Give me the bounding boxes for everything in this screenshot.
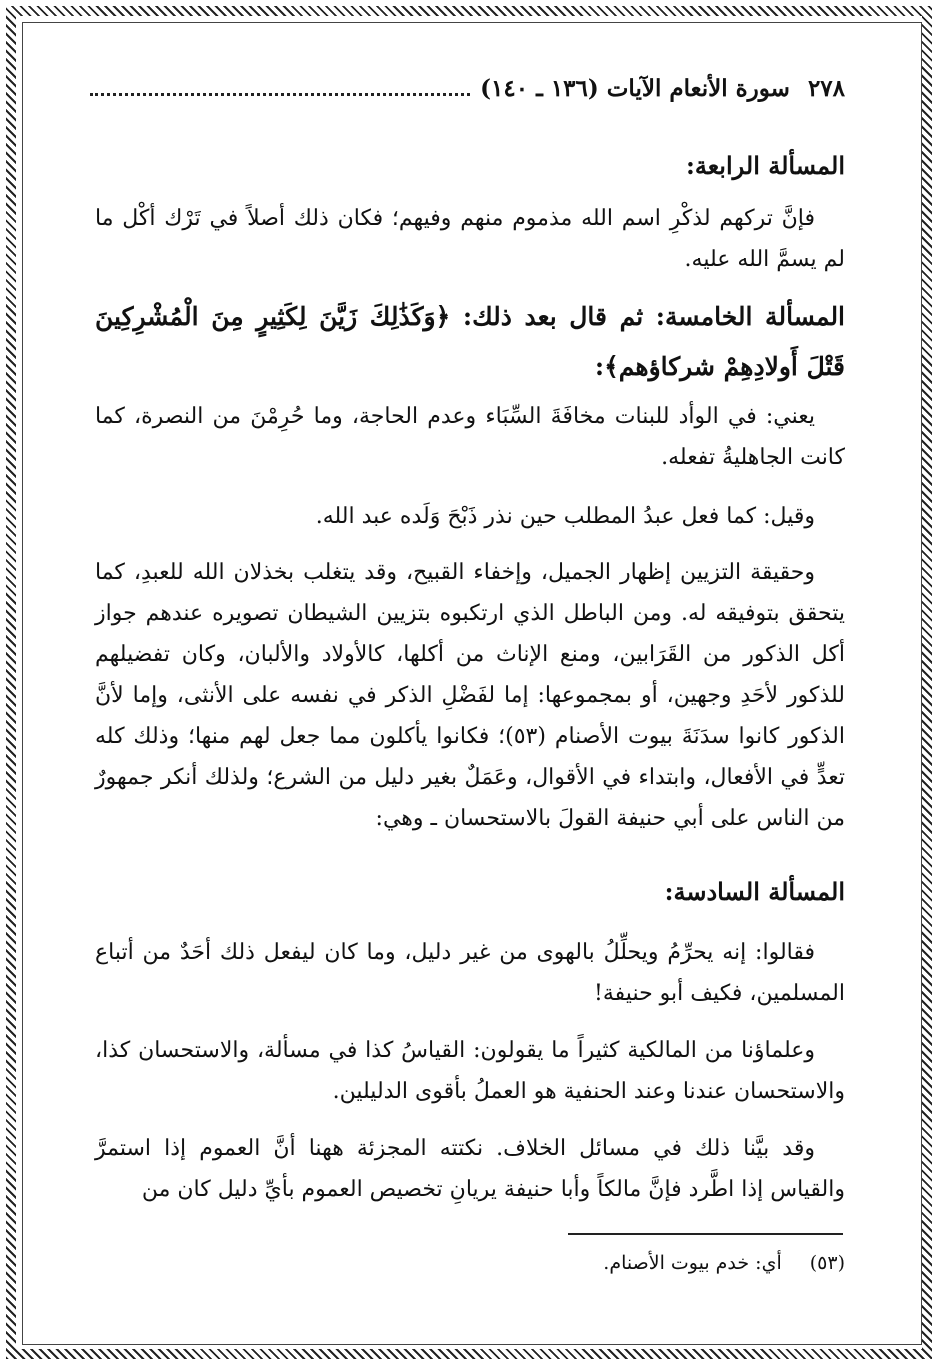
section-6-heading-block <box>95 872 845 912</box>
heading-prefix: المسألة الخامسة: ثم قال بعد ذلك: <box>450 302 846 331</box>
section-4-heading-block <box>95 146 845 186</box>
paragraph-block-4 <box>95 552 845 839</box>
paragraph: وقد بيَّنا ذلك في مسائل الخلاف. نكتته المجزئة ههنا أنَّ العموم إذا استمرَّ والقياس إذا اطَّرد فإنَّ مالكاً وأبا حنيفة يريانِ تخصيص العموم بأيِّ دليل كان من <box>95 1136 845 1202</box>
paragraph: فقالوا: إنه يحرِّمُ ويحلِّلُ بالهوى من غير دليل، وما كان ليفعل ذلك أحَدٌ من أتباع المسلمين، فكيف أبو حنيفة! <box>95 940 845 1006</box>
section-heading: المسألة السادسة: <box>664 877 845 906</box>
footnote <box>85 1246 845 1280</box>
running-header <box>80 68 845 108</box>
paragraph: وقيل: كما فعل عبدُ المطلب حين نذر ذَبْحَ وَلَده عبد الله. <box>315 504 815 529</box>
paragraph-block-2 <box>95 396 845 478</box>
paragraph: فإنَّ تركهم لذكْرِ اسم الله مذموم منهم وفيهم؛ فكان ذلك أصلاً في تَرْك أكْل ما لم يسمَّ الله عليه. <box>95 206 845 272</box>
header-title: سورة الأنعام الآيات (١٣٦ ـ ١٤٠) <box>480 74 790 102</box>
paragraph: وعلماؤنا من المالكية كثيراً ما يقولون: القياسُ كذا في مسألة، والاستحسان كذا، والاستحسان عندنا وعند الحنفية هو العملُ بأقوى الدليلين. <box>95 1038 845 1104</box>
paragraph-block-1 <box>95 198 845 280</box>
section-heading-with-quote <box>95 292 845 392</box>
paragraph: وحقيقة التزيين إظهار الجميل، وإخفاء القبيح، وقد يتغلب بخذلان الله للعبدِ، كما يتحقق بتوفيقه له. ومن الباطل الذي ارتكبوه بتزيين الشيطان تصويره عندهم جواز أكل الذكور من القَرَابين، ومنع الإناث من أكلها، كالأولاد والألبان، وكان تفضيلهم للذكور لأحَدِ وجهين، أو بمجموعها: إما لفَضْلِ الذكر في نفسه على الأنثى، وإما لأنَّ الذكور كانوا سدَنَةَ بيوت الأصنام (٥٣)؛ فكانوا يأكلون مما جعل لهم منها؛ وذلك كله تعدٍّ في الأفعال، وابتداء في الأقوال، وعَمَلٌ بغير دليل من الشرع؛ ولذلك أنكر جمهورٌ من الناس على أبي حنيفة القولَ بالاستحسان ـ وهي: <box>95 560 845 831</box>
heading-suffix: : <box>594 352 605 381</box>
header-dotted-leader <box>90 81 470 96</box>
footnote-text: أي: خدم بيوت الأصنام. <box>603 1252 782 1274</box>
footnote-number: (٥٣) <box>809 1252 845 1274</box>
page-number: ٢٧٨ <box>807 74 845 102</box>
paragraph: يعني: في الوأد للبنات مخافَةَ السِّبَاء وعدم الحاجة، وما حُرِمْنَ من النصرة، كما كانت الجاهليةُ تفعله. <box>95 404 845 470</box>
section-5-heading-block <box>95 292 845 392</box>
paragraph-block-7 <box>95 1128 845 1210</box>
paragraph-block-6 <box>95 1030 845 1112</box>
footnote-separator <box>568 1233 843 1235</box>
paragraph-block-5 <box>95 932 845 1014</box>
paragraph-block-3 <box>95 496 845 537</box>
quran-quote: ﴿وَكَذَٰلِكَ زَيَّنَ لِكَثِيرٍ مِنَ الْمُشْرِكِينَ قَتْلَ أَولادِهِمْ شركاؤهم﴾ <box>95 302 845 381</box>
section-heading: المسألة الرابعة: <box>686 151 845 180</box>
